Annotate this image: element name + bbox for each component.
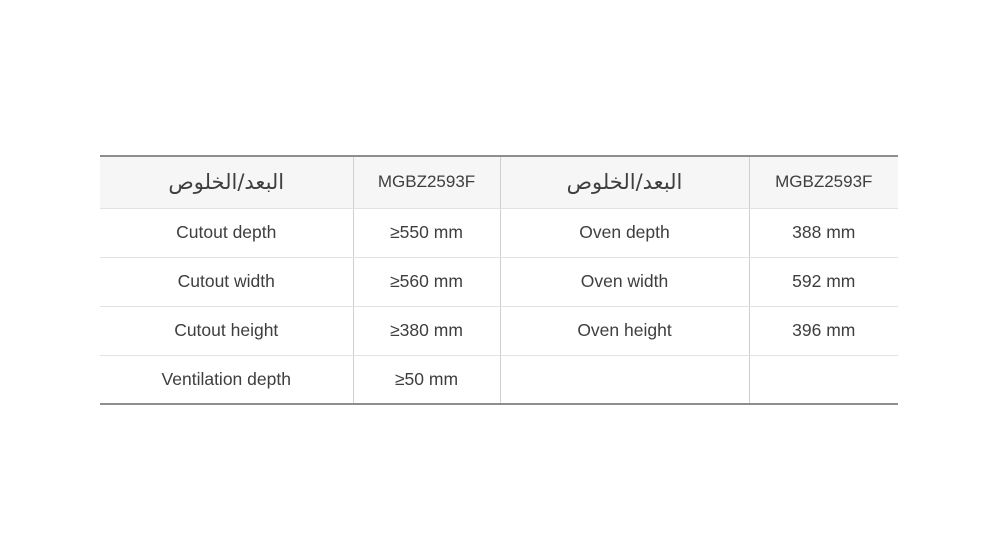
spec-table-header-row	[100, 156, 898, 208]
spec-label-cell: Cutout width	[100, 257, 353, 306]
spec-value-cell: 388 mm	[749, 208, 898, 257]
column-header-dimension-ar-right: البعد/الخلوص	[500, 156, 749, 208]
spec-row-ventilation	[100, 355, 898, 404]
spec-label-cell: Cutout height	[100, 306, 353, 355]
spec-value-cell: ≥380 mm	[353, 306, 500, 355]
spec-row-width	[100, 257, 898, 306]
spec-label-cell	[500, 355, 749, 404]
column-header-model-left: MGBZ2593F	[353, 156, 500, 208]
spec-value-cell: ≥50 mm	[353, 355, 500, 404]
spec-label-cell: Ventilation depth	[100, 355, 353, 404]
spec-label-cell: Oven depth	[500, 208, 749, 257]
column-header-model-right: MGBZ2593F	[749, 156, 898, 208]
spec-label-cell: Oven height	[500, 306, 749, 355]
oven-spec-table	[100, 155, 898, 405]
spec-label-cell: Oven width	[500, 257, 749, 306]
spec-value-cell	[749, 355, 898, 404]
spec-row-depth	[100, 208, 898, 257]
spec-value-cell: 396 mm	[749, 306, 898, 355]
column-header-dimension-ar-left: البعد/الخلوص	[100, 156, 353, 208]
spec-table-section	[100, 155, 898, 405]
spec-row-height	[100, 306, 898, 355]
spec-label-cell: Cutout depth	[100, 208, 353, 257]
spec-value-cell: ≥550 mm	[353, 208, 500, 257]
spec-value-cell: 592 mm	[749, 257, 898, 306]
spec-value-cell: ≥560 mm	[353, 257, 500, 306]
